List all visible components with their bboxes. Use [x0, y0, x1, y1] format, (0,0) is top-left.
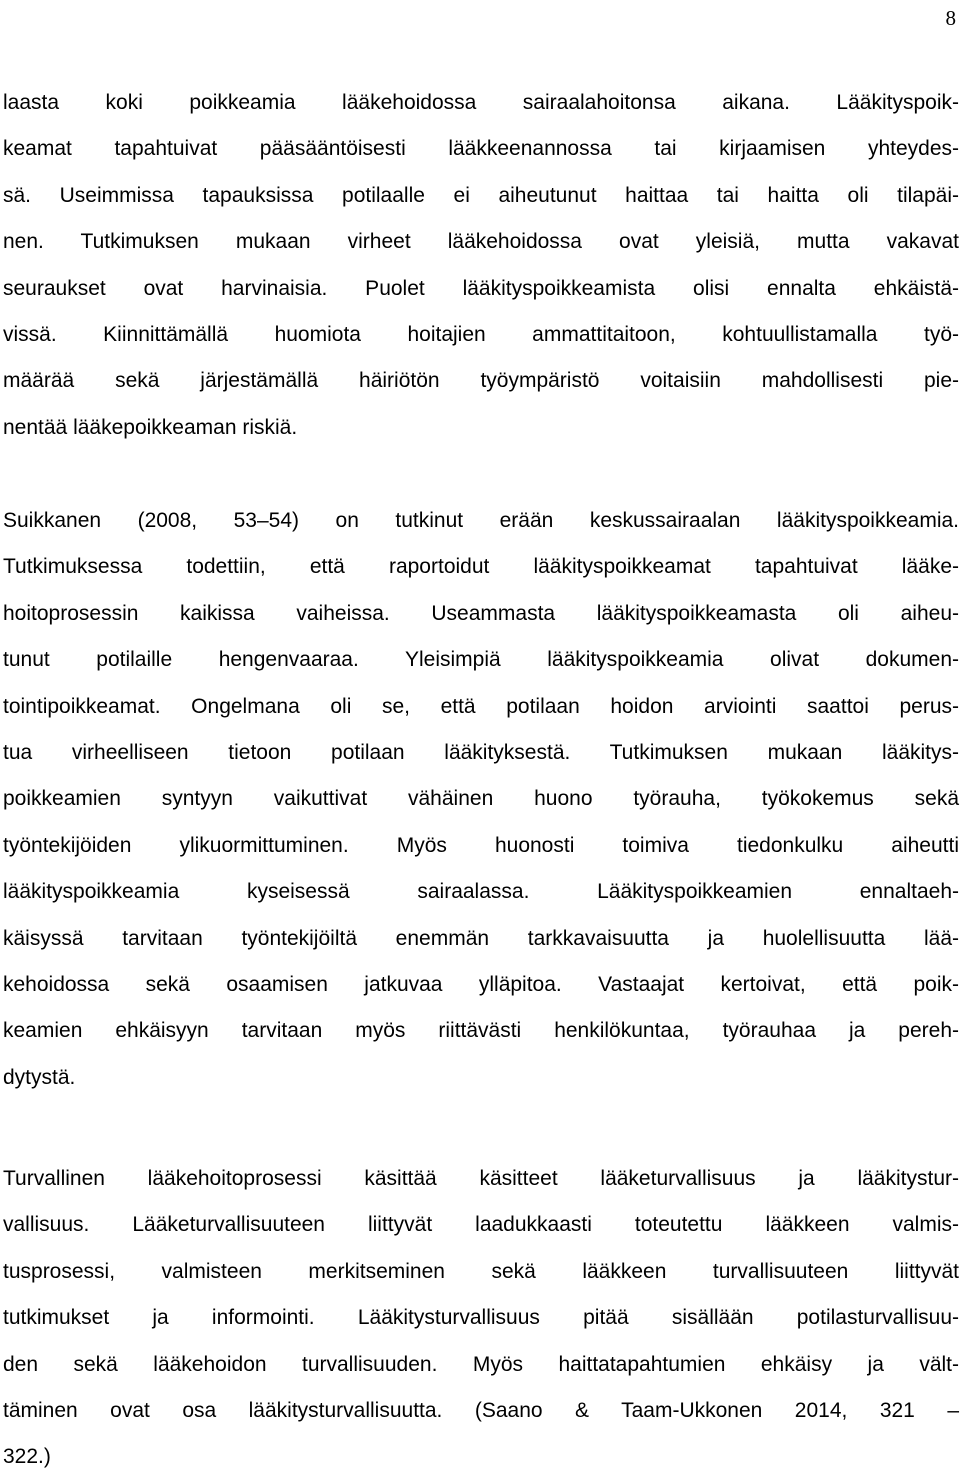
text-line: poikkeamien syntyyn vaikuttivat vähäinen huono työrauha, työkokemus sekä [3, 787, 959, 811]
text-line: laasta koki poikkeamia lääkehoidossa sairaalahoitonsa aikana. Lääkityspoik- [3, 91, 959, 114]
text-line: käisyssä tarvitaan työntekijöiltä enemmän tarkkavaisuutta ja huolellisuutta lää- [3, 926, 959, 950]
text-line: nen. Tutkimuksen mukaan virheet lääkehoidossa ovat yleisiä, mutta vakavat [3, 230, 959, 254]
text-line: seuraukset ovat harvinaisia. Puolet lääkityspoikkeamista olisi ennalta ehkäistä- [3, 276, 959, 300]
text-line: keamien ehkäisyyn tarvitaan myös riittävästi henkilökuntaa, työrauhaa ja pereh- [3, 1019, 959, 1043]
text-line: tointipoikkeamat. Ongelmana oli se, että potilaan hoidon arviointi saattoi perus- [3, 694, 959, 718]
text-line: nentää lääkepoikkeaman riskiä. [3, 415, 298, 439]
text-line: 322.) [3, 1445, 51, 1469]
text-line: täminen ovat osa lääkitysturvallisuutta. (Saano & Taam-Ukkonen 2014, 321 – [3, 1398, 959, 1422]
text-line: tusprosessi, valmisteen merkitseminen sekä lääkkeen turvallisuuteen liittyvät [3, 1259, 959, 1283]
text-line: Turvallinen lääkehoitoprosessi käsittää käsitteet lääketurvallisuus ja lääkitystur- [3, 1167, 959, 1190]
text-line: vissä. Kiinnittämällä huomiota hoitajien ammattitaitoon, kohtuullistamalla työ- [3, 322, 959, 346]
text-line: työntekijöiden ylikuormittuminen. Myös huonosti toimiva tiedonkulku aiheutti [3, 833, 959, 857]
text-line: Suikkanen (2008, 53–54) on tutkinut erään keskussairaalan lääkityspoikkeamia. [3, 509, 959, 532]
text-line: dytystä. [3, 1065, 76, 1089]
text-line: den sekä lääkehoidon turvallisuuden. Myös haittatapahtumien ehkäisy ja vält- [3, 1352, 959, 1376]
page-number: 8 [945, 6, 956, 30]
text-line: sä. Useimmissa tapauksissa potilaalle ei aiheutunut haittaa tai haitta oli tilapäi- [3, 183, 959, 207]
text-line: keamat tapahtuivat pääsääntöisesti lääkkeenannossa tai kirjaamisen yhteydes- [3, 137, 959, 161]
text-line: vallisuus. Lääketurvallisuuteen liittyvät laadukkaasti toteutettu lääkkeen valmis- [3, 1213, 959, 1237]
text-line: kehoidossa sekä osaamisen jatkuvaa ylläpitoa. Vastaajat kertoivat, että poik- [3, 972, 959, 996]
paragraph-3 [3, 1156, 959, 1481]
text-line: hoitoprosessin kaikissa vaiheissa. Useammasta lääkityspoikkeamasta oli aiheu- [3, 601, 959, 625]
text-line: tutkimukset ja informointi. Lääkitysturvallisuus pitää sisällään potilasturvallisuu- [3, 1306, 959, 1330]
paragraph-2 [3, 498, 959, 1101]
text-line: lääkityspoikkeamia kyseisessä sairaalassa. Lääkityspoikkeamien ennaltaeh- [3, 880, 959, 904]
text-line: Tutkimuksessa todettiin, että raportoidut lääkityspoikkeamat tapahtuivat lääke- [3, 555, 959, 579]
text-line: tua virheelliseen tietoon potilaan lääkityksestä. Tutkimuksen mukaan lääkitys- [3, 740, 959, 764]
text-line: tunut potilaille hengenvaaraa. Yleisimpiä lääkityspoikkeamia olivat dokumen- [3, 648, 959, 672]
text-line: määrää sekä järjestämällä häiriötön työympäristö voitaisiin mahdollisesti pie- [3, 369, 959, 393]
paragraph-1 [3, 80, 959, 451]
